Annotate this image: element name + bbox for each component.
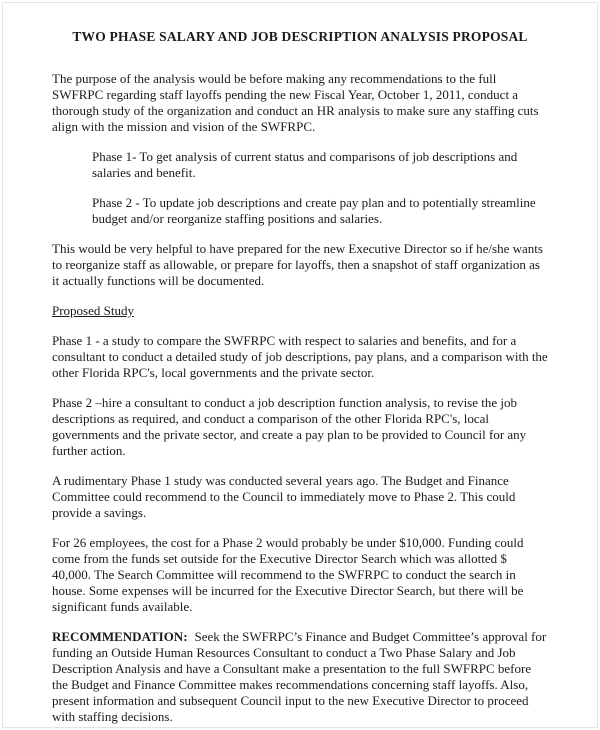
funding-note-paragraph: For 26 employees, the cost for a Phase 2 would probably be under $10,000. Funding could come from the funds set outside for the Executive Director Search which was allotted $ 40,000. The Search Committee will recommend to the SWFRPC to conduct the search in house. Some expenses will be incurred for the Executive Director Search, but there will be significant funds available.: [52, 535, 524, 614]
recommendation-text: Seek the SWFRPC’s Finance and Budget Committee’s approval for funding an Outside Human Resources Consultant to conduct a Two Phase Salary and Job Description Analysis and have a Consultant make a presentation to the full SWFRPC before the Budget and Finance Committee makes recommendations concerning staff layoffs. Also, present information and subsequent Council input to the new Executive Director to proceed with staffing decisions.: [52, 629, 547, 724]
recommendation-paragraph: [52, 629, 548, 725]
phase2-summary-paragraph: Phase 2 - To update job descriptions and create pay plan and to potentially streamline budget and/or reorganize staffing positions and salaries.: [92, 195, 536, 226]
helpful-note-paragraph: This would be very helpful to have prepared for the new Executive Director so if he/she wants to reorganize staff as allowable, or prepare for layoffs, then a snapshot of staff organization as it actually functions will be documented.: [52, 241, 543, 288]
phase1-summary-paragraph: Phase 1- To get analysis of current status and comparisons of job descriptions and salaries and benefit.: [92, 149, 518, 180]
study-phase2-paragraph: Phase 2 –hire a consultant to conduct a job description function analysis, to revise the job descriptions as required, and conduct a comparison of the other Florida RPC's, local governments and the private sector, and create a pay plan to be provided to Council for any further action.: [52, 395, 527, 458]
recommendation-label: RECOMMENDATION:: [52, 629, 188, 644]
intro-paragraph: The purpose of the analysis would be before making any recommendations to the full SWFRPC regarding staff layoffs pending the new Fiscal Year, October 1, 2011, conduct a thorough study of the organization and conduct an HR analysis to make sure any staffing cuts align with the mission and vision of the SWFRPC.: [52, 71, 539, 134]
document-title: TWO PHASE SALARY AND JOB DESCRIPTION ANALYSIS PROPOSAL: [72, 29, 528, 44]
proposed-study-heading: Proposed Study: [52, 303, 134, 318]
rudimentary-note-paragraph: A rudimentary Phase 1 study was conducted several years ago. The Budget and Finance Committee could recommend to the Council to immediately move to Phase 2. This could provide a savings.: [52, 473, 516, 520]
study-phase1-paragraph: Phase 1 - a study to compare the SWFRPC with respect to salaries and benefits, and for a consultant to conduct a detailed study of job descriptions, pay plans, and a comparison with the other Florida RPC's, local governments and the private sector.: [52, 333, 548, 380]
